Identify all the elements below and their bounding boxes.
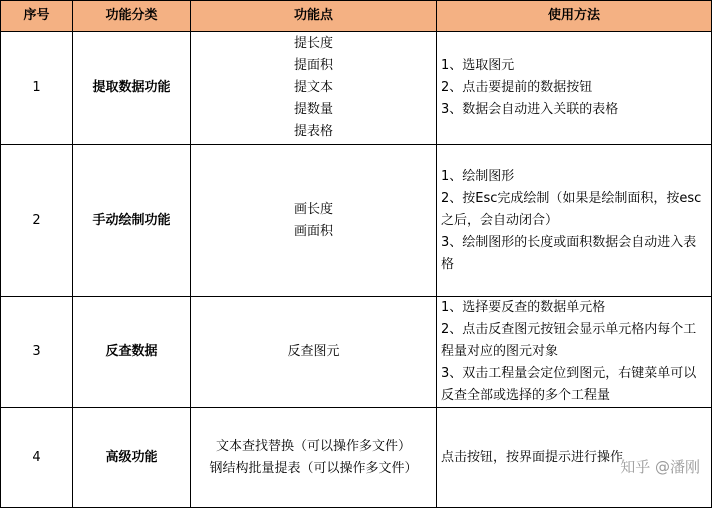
point-item: 提数量 <box>293 102 333 117</box>
table-row <box>1 32 712 145</box>
point-item: 提表格 <box>293 124 333 139</box>
table-row <box>1 297 712 408</box>
row-points <box>191 297 437 408</box>
row-points <box>191 408 437 508</box>
point-item: 钢结构批量提表（可以操作多文件） <box>209 460 418 476</box>
table-row <box>1 145 712 297</box>
point-item: 反查图元 <box>287 344 340 359</box>
row-points <box>191 32 437 145</box>
row-method <box>437 297 712 408</box>
header-points: 功能点 <box>191 1 437 32</box>
row-category: 手动绘制功能 <box>73 145 191 297</box>
row-category: 高级功能 <box>73 408 191 508</box>
method-line: 1、选取图元 <box>441 58 515 73</box>
row-no: 1 <box>1 32 73 145</box>
row-no: 2 <box>1 145 73 297</box>
point-item: 文本查找替换（可以操作多文件） <box>215 438 411 454</box>
header-no: 序号 <box>1 1 73 32</box>
method-line: 3、数据会自动进入关联的表格 <box>441 102 619 117</box>
point-item: 提面积 <box>293 58 333 73</box>
point-item: 提长度 <box>293 36 333 51</box>
row-no: 4 <box>1 408 73 508</box>
method-line: 2、点击要提前的数据按钮 <box>441 80 593 95</box>
header-category: 功能分类 <box>73 1 191 32</box>
point-item: 画长度 <box>293 201 333 217</box>
method-line: 2、按Esc完成绘制（如果是绘制面积，按esc之后，会自动闭合） <box>441 190 702 228</box>
row-method <box>437 145 712 297</box>
method-line: 1、选择要反查的数据单元格 <box>441 300 606 315</box>
row-method <box>437 32 712 145</box>
method-line: 2、点击反查图元按钮会显示单元格内每个工程量对应的图元对象 <box>441 322 697 359</box>
header-row <box>1 1 712 32</box>
method-line: 1、绘制图形 <box>441 168 515 184</box>
method-line: 3、绘制图形的长度或面积数据会自动进入表格 <box>441 234 697 272</box>
method-line: 3、双击工程量会定位到图元，右键菜单可以反查全部或选择的多个工程量 <box>441 366 697 403</box>
watermark: 知乎 @潘刚 <box>620 458 700 476</box>
method-line: 点击按钮，按界面提示进行操作 <box>441 449 624 465</box>
point-item: 提文本 <box>293 80 333 95</box>
point-item: 画面积 <box>293 223 333 239</box>
row-no: 3 <box>1 297 73 408</box>
table-row <box>1 408 712 508</box>
row-points <box>191 145 437 297</box>
row-category: 反查数据 <box>73 297 191 408</box>
header-method: 使用方法 <box>437 1 712 32</box>
row-category: 提取数据功能 <box>73 32 191 145</box>
